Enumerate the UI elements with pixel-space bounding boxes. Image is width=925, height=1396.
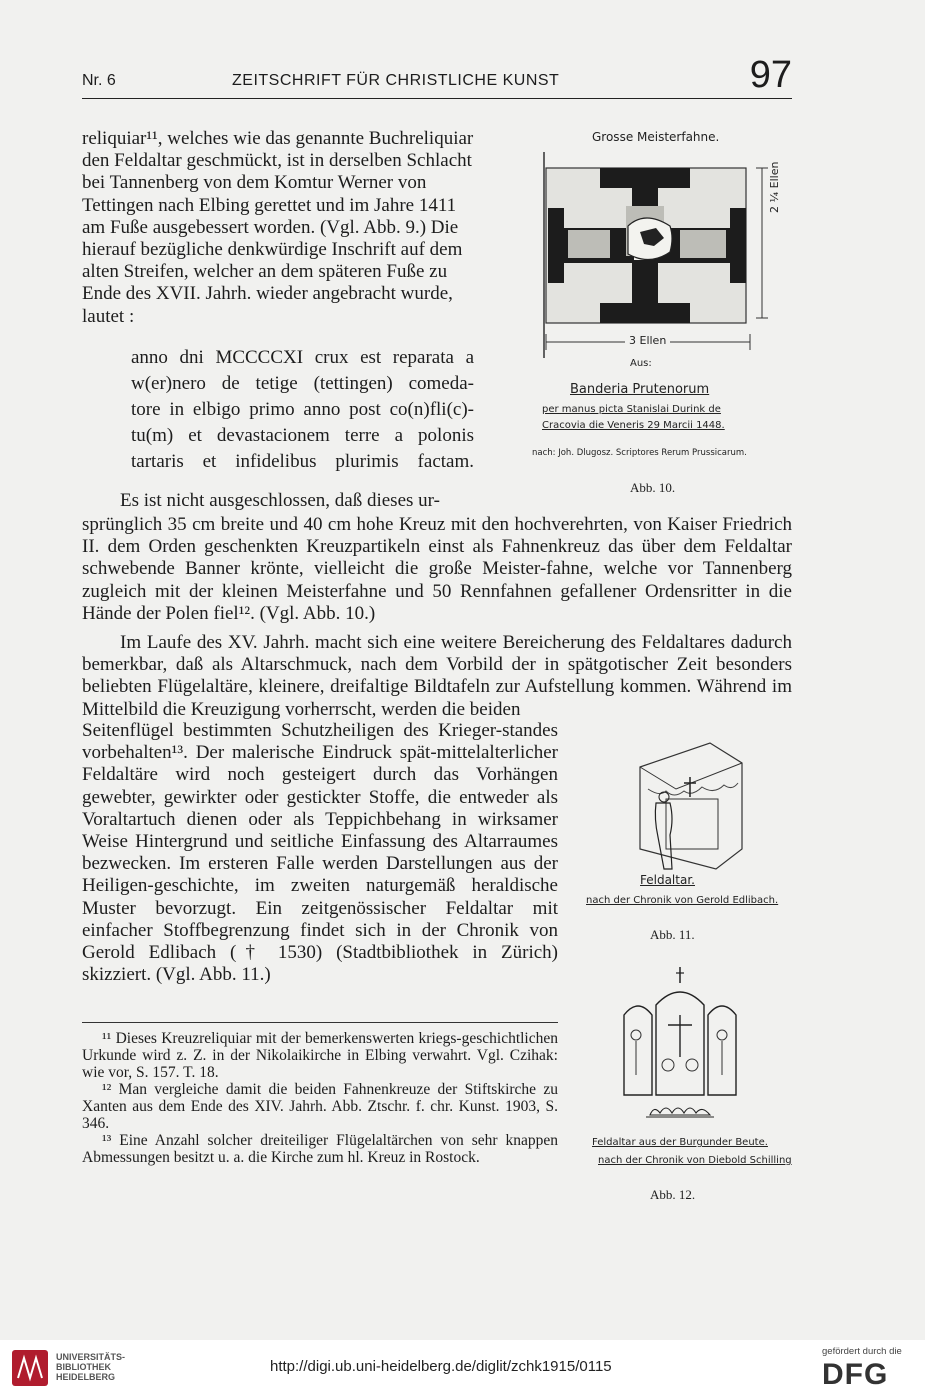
figure-10 xyxy=(530,128,800,498)
fig12-caption: Abb. 12. xyxy=(650,1187,696,1202)
library-line: HEIDELBERG xyxy=(56,1372,116,1382)
text-line: reliquiar¹¹, welches wie das genannte Buchreliquiar xyxy=(82,128,474,149)
journal-title: ZEITSCHRIFT FÜR CHRISTLICHE KUNST xyxy=(232,72,560,89)
inscription-line: anno dni MCCCCXI crux est reparata a xyxy=(131,347,474,368)
footnote-13: ¹³ Eine Anzahl solcher dreiteiliger Flügelaltärchen von sehr knappen Abmessungen besitzt u. a. die Kirche zum hl. Kreuz in Rostock. xyxy=(82,1132,558,1166)
figure-12 xyxy=(580,965,795,1205)
footnote-12: ¹² Man vergleiche damit die beiden Fahnenkreuze der Stiftskirche zu Xanten aus dem Ende des XIV. Jahrh. Abb. Ztschr. f. chr. Kunst. 1903, S. 346. xyxy=(82,1081,558,1132)
funded-by-label: gefördert durch die xyxy=(822,1346,902,1357)
fig10-line4: nach: Joh. Dlugosz. Scriptores Rerum Prussicarum. xyxy=(532,448,747,458)
fig10-width-label: 3 Ellen xyxy=(625,334,670,347)
text-line: Tettingen nach Elbing gerettet und im Jahre 1411 xyxy=(82,194,457,216)
fig10-line1: Banderia Prutenorum xyxy=(570,382,710,397)
fig12-label2: nach der Chronik von Diebold Schilling xyxy=(598,1155,792,1166)
fig10-line2: per manus picta Stanislai Durink de xyxy=(542,404,721,415)
fig12-label1: Feldaltar aus der Burgunder Beute. xyxy=(592,1137,768,1148)
fig11-label1: Feldaltar. xyxy=(640,873,695,887)
inscription-line: tore in elbigo primo anno post co(n)fli(c)- xyxy=(131,399,474,420)
fig11-label2: nach der Chronik von Gerold Edlibach. xyxy=(586,895,779,906)
text-line: bei Tannenberg von dem Komtur Werner von xyxy=(82,172,427,194)
inscription-line: tartaris et infidelibus plurimis factam. xyxy=(131,451,474,472)
footnote-11: ¹¹ Dieses Kreuzreliquiar mit der bemerkenswerten kriegs-geschichtlichen Urkunde wird z. Z. in der Nikolaikirche in Elbing verwahrt. Vgl. Czihak: wie vor, S. 157. T. 18. xyxy=(82,1030,558,1081)
triptych-drawing xyxy=(610,965,750,1137)
paragraph-3-continued: Seitenflügel bestimmten Schutzheiligen des Krieger-standes vorbehalten¹³. Der malerische Eindruck spät-mittelalterlicher Feldaltäre wird noch gesteigert durch das Vorhängen gewebter, gewirkter oder gestickter Stoffe, die entweder als Voraltartuch dienen oder als Teppichbehang in wirksamer Weise Hintergrund und seitliche Einfassung des Altarraumes bezwecken. Im ersteren Falle werden Darstellungen aus der Heiligen-geschichte, im zweiten naturgemäß heraldische Muster bevorzugt. Ein zeitgenössischer Feldaltar mit einfacher Stoffbegrenzung findet sich in der Chronik von Gerold Edlibach († 1530) (Stadtbibliothek in Zürich) skizziert. (Vgl. Abb. 11.) xyxy=(82,720,558,986)
footnotes xyxy=(82,1030,558,1166)
paragraph-1 xyxy=(82,128,516,328)
text-line: alten Streifen, welcher an dem späteren Fuße zu xyxy=(82,261,448,283)
inscription-line: tu(m) et devastacionem terre a polonis xyxy=(131,425,474,446)
library-name xyxy=(56,1352,125,1382)
fig11-caption: Abb. 11. xyxy=(650,927,695,942)
altar-drawing xyxy=(620,739,750,871)
fig10-aus: Aus: xyxy=(630,358,652,369)
text-line: am Fuße ausgebessert worden. (Vgl. Abb. 9.) Die xyxy=(82,216,459,238)
text-line: Ende des XVII. Jahrh. wieder angebracht wurde, xyxy=(82,283,453,305)
page-footer xyxy=(0,1340,925,1396)
latin-inscription xyxy=(131,345,474,475)
text-line: lautet : xyxy=(82,305,135,327)
text-line: den Feldaltar geschmückt, ist in derselben Schlacht xyxy=(82,150,472,172)
dfg-logo: DFG xyxy=(822,1358,889,1391)
figure-11 xyxy=(580,735,795,950)
fig10-title: Grosse Meisterfahne. xyxy=(592,130,720,144)
library-line: BIBLIOTHEK xyxy=(56,1362,111,1372)
university-seal-icon xyxy=(10,1348,50,1388)
library-line: UNIVERSITÄTS- xyxy=(56,1352,126,1362)
running-header xyxy=(82,54,792,99)
fig10-caption: Abb. 10. xyxy=(630,480,676,495)
footnote-rule xyxy=(82,1022,558,1023)
source-url-link[interactable]: http://digi.ub.uni-heidelberg.de/diglit/zchk1915/0115 xyxy=(270,1358,612,1375)
fig10-line3: Cracovia die Veneris 29 Marcii 1448. xyxy=(542,420,725,431)
paragraph-2: sprünglich 35 cm breite und 40 cm hohe Kreuz mit den hochverehrten, von Kaiser Friedrich II. dem Orden geschenkten Kreuzpartikeln einst als Fahnenkreuz das über dem Feldaltar schwebende Banner krönte, vielleicht die große Meister-fahne, welche vor Tannenberg zugleich mit der kleinen Meisterfahne und 50 Rennfahnen gefallener Ordensritter in die Hände der Polen fiel¹². (Vgl. Abb. 10.) xyxy=(82,514,792,624)
fig10-height-label: 2 ¼ Ellen xyxy=(768,161,781,213)
page-number: 97 xyxy=(749,54,792,96)
paragraph-3: Im Laufe des XV. Jahrh. macht sich eine weitere Bereicherung des Feldaltares dadurch bemerkbar, daß als Altarschmuck, nach dem Vorbild der in spätgotischer Zeit besonders beliebten Flügelaltäre, kleinere, dreifaltige Bildtafeln zur Aufstellung kommen. Während im Mittelbild die Kreuzigung vorherrscht, werden die beiden xyxy=(82,632,792,720)
banner-drawing xyxy=(530,148,800,388)
issue-number: Nr. 6 xyxy=(82,72,116,89)
paragraph-2-start: Es ist nicht ausgeschlossen, daß dieses ur- xyxy=(120,490,440,511)
inscription-line: w(er)nero de tetige (tettingen) comeda- xyxy=(131,373,474,394)
text-line: hierauf bezügliche denkwürdige Inschrift auf dem xyxy=(82,239,463,261)
